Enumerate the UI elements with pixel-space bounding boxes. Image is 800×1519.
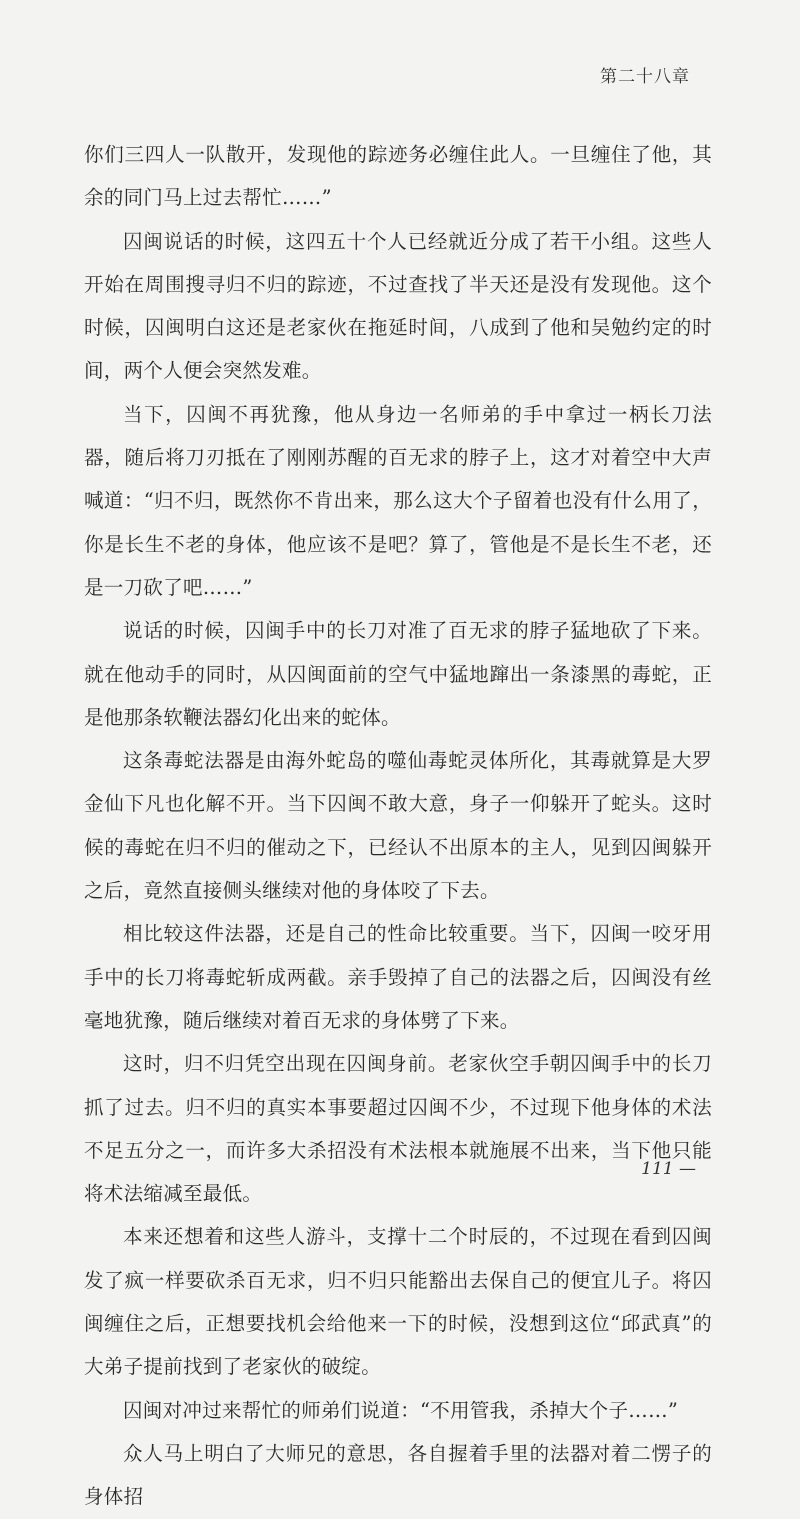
body-text [84,133,712,1519]
paragraph: 这时，归不归凭空出现在囚闽身前。老家伙空手朝囚闽手中的长刀抓了过去。归不归的真实本事要超过囚闽不少，不过现下他身体的术法不足五分之一，而许多大杀招没有术法根本就施展不出来，当下他只能将术法缩减至最低。 [84,1052,712,1206]
paragraph: 说话的时候，囚闽手中的长刀对准了百无求的脖子猛地砍了下来。就在他动手的同时，从囚闽面前的空气中猛地蹿出一条漆黑的毒蛇，正是他那条软鞭法器幻化出来的蛇体。 [84,619,712,729]
paragraph: 本来还想着和这些人游斗，支撑十二个时辰的，不过现在看到囚闽发了疯一样要砍杀百无求，归不归只能豁出去保自己的便宜儿子。将囚闽缠住之后，正想要找机会给他来一下的时候，没想到这位“邱武真”的大弟子提前找到了老家伙的破绽。 [84,1225,712,1379]
paragraph: 这条毒蛇法器是由海外蛇岛的噬仙毒蛇灵体所化，其毒就算是大罗金仙下凡也化解不开。当下囚闽不敢大意，身子一仰躲开了蛇头。这时候的毒蛇在归不归的催动之下，已经认不出原本的主人，见到囚闽躲开之后，竟然直接侧头继续对他的身体咬了下去。 [84,749,712,903]
paragraph: 囚闽对冲过来帮忙的师弟们说道：“不用管我，杀掉大个子……” [123,1398,679,1422]
paragraph: 当下，囚闽不再犹豫，他从身边一名师弟的手中拿过一柄长刀法器，随后将刀刃抵在了刚刚苏醒的百无求的脖子上，这才对着空中大声喊道：“归不归，既然你不肯出来，那么这大个子留着也没有什么用了，你是长生不老的身体，他应该不是吧？算了，管他是不是长生不老，还是一刀砍了吧……” [84,402,712,599]
paragraph: 相比较这件法器，还是自己的性命比较重要。当下，囚闽一咬牙用手中的长刀将毒蛇斩成两截。亲手毁掉了自己的法器之后，囚闽没有丝毫地犹豫，随后继续对着百无求的身体劈了下来。 [84,922,712,1032]
paragraph: 众人马上明白了大师兄的意思，各自握着手里的法器对着二愣子的身体招 [84,1441,712,1509]
paragraph: 你们三四人一队散开，发现他的踪迹务必缠住此人。一旦缠住了他，其余的同门马上过去帮忙……” [84,143,712,210]
page-number: 111 — [641,1159,696,1179]
paragraph: 囚闽说话的时候，这四五十个人已经就近分成了若干小组。这些人开始在周围搜寻归不归的踪迹，不过查找了半天还是没有发现他。这个时候，囚闽明白这还是老家伙在拖延时间，八成到了他和吴勉约定的时间，两个人便会突然发难。 [84,229,712,383]
chapter-header: 第二十八章 [600,67,690,87]
